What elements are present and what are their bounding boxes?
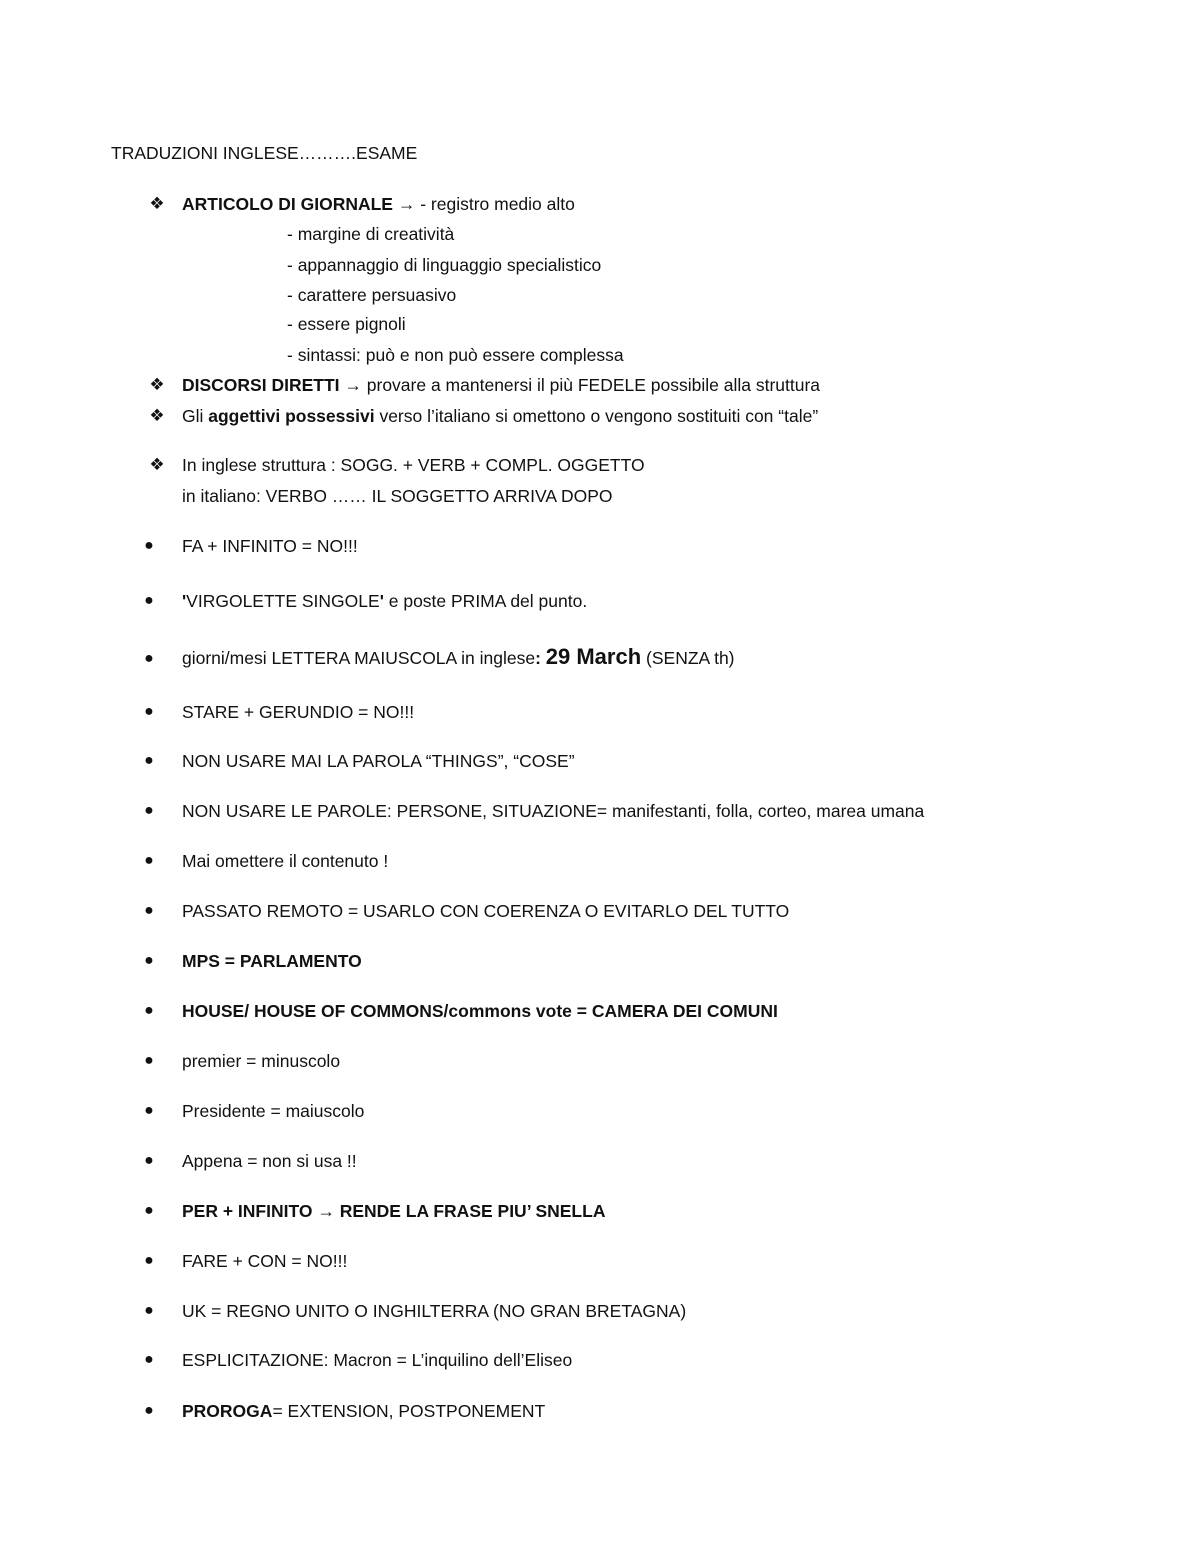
list-item: PASSATO REMOTO = USARLO CON COERENZA O EVITARLO DEL TUTTO (182, 901, 790, 921)
dot-bullet-icon: ● (144, 1351, 154, 1368)
giorni-date: 29 March (545, 644, 642, 669)
document-title: TRADUZIONI INGLESE……….ESAME (111, 143, 418, 163)
dot-bullet-icon: ● (144, 1302, 154, 1319)
list-item-per-infinito (182, 1200, 605, 1222)
giorni-colon: : (535, 648, 546, 668)
dot-bullet-icon: ● (144, 1202, 154, 1219)
aggettivi-rest: verso l’italiano si omettono o vengono sostituiti con “tale” (374, 406, 819, 426)
list-item: NON USARE LE PAROLE: PERSONE, SITUAZIONE= manifestanti, folla, corteo, marea umana (182, 801, 925, 821)
dot-bullet-icon: ● (144, 703, 154, 720)
list-item: NON USARE MAI LA PAROLA “THINGS”, “COSE” (182, 751, 575, 771)
list-item-giorni (182, 646, 735, 669)
quote-mark: ' (182, 591, 187, 611)
quote-mark: ' (379, 591, 384, 611)
sub-item: - margine di creatività (287, 224, 455, 244)
giorni-pre: giorni/mesi LETTERA MAIUSCOLA in inglese (182, 648, 536, 668)
diamond-bullet-icon: ❖ (149, 455, 165, 474)
dot-bullet-icon: ● (144, 802, 154, 819)
dot-bullet-icon: ● (144, 537, 154, 554)
giorni-post: (SENZA th) (641, 648, 735, 668)
list-item: FA + INFINITO = NO!!! (182, 536, 358, 556)
virgolette-label: VIRGOLETTE SINGOLE (186, 591, 380, 611)
right-arrow-icon: → (344, 375, 362, 395)
sub-item: - essere pignoli (287, 314, 406, 334)
list-item-discorsi (182, 374, 820, 396)
right-arrow-icon: → (397, 194, 416, 214)
dot-bullet-icon: ● (144, 1152, 154, 1169)
proroga-rest: = EXTENSION, POSTPONEMENT (272, 1401, 546, 1421)
sub-item: - carattere persuasivo (287, 285, 457, 305)
dot-bullet-icon: ● (144, 852, 154, 869)
aggettivi-bold: aggettivi possessivi (208, 406, 375, 426)
discorsi-rest: provare a mantenersi il più FEDELE possibile alla struttura (366, 375, 821, 395)
struttura-line-2: in italiano: VERBO …… IL SOGGETTO ARRIVA DOPO (182, 486, 613, 506)
list-item: UK = REGNO UNITO O INGHILTERRA (NO GRAN BRETAGNA) (182, 1301, 687, 1321)
sub-item: - appannaggio di linguaggio specialistico (287, 255, 602, 275)
list-item: FARE + CON = NO!!! (182, 1251, 348, 1271)
dot-bullet-icon: ● (144, 1002, 154, 1019)
articolo-label: ARTICOLO DI GIORNALE (182, 194, 393, 214)
list-item-proroga (182, 1400, 545, 1422)
per-infinito-post: RENDE LA FRASE PIU’ SNELLA (334, 1201, 606, 1221)
dot-bullet-icon: ● (144, 752, 154, 769)
dot-bullet-icon: ● (144, 1102, 154, 1119)
dot-bullet-icon: ● (144, 592, 154, 609)
diamond-bullet-icon: ❖ (149, 375, 165, 394)
diamond-bullet-icon: ❖ (149, 194, 165, 213)
list-item-aggettivi (182, 405, 818, 427)
virgolette-rest: e poste PRIMA del punto. (383, 591, 588, 611)
per-infinito-pre: PER + INFINITO (182, 1201, 318, 1221)
list-item: HOUSE/ HOUSE OF COMMONS/commons vote = CAMERA DEI COMUNI (182, 1001, 778, 1021)
list-item-articolo (182, 193, 575, 215)
proroga-label: PROROGA (182, 1401, 273, 1421)
dot-bullet-icon: ● (144, 952, 154, 969)
list-item: MPS = PARLAMENTO (182, 951, 362, 971)
list-item: Mai omettere il contenuto ! (182, 851, 389, 871)
list-item: STARE + GERUNDIO = NO!!! (182, 702, 415, 722)
aggettivi-pre: Gli (182, 406, 209, 426)
list-item: premier = minuscolo (182, 1051, 341, 1071)
list-item-virgolette (182, 590, 587, 612)
dot-bullet-icon: ● (144, 650, 154, 667)
sub-item: - sintassi: può e non può essere complessa (287, 345, 624, 365)
diamond-bullet-icon: ❖ (149, 406, 165, 425)
list-item: ESPLICITAZIONE: Macron = L’inquilino dell’Eliseo (182, 1350, 573, 1370)
articolo-first: - registro medio alto (420, 194, 575, 214)
dot-bullet-icon: ● (144, 1052, 154, 1069)
discorsi-label: DISCORSI DIRETTI (182, 375, 340, 395)
list-item: Presidente = maiuscolo (182, 1101, 365, 1121)
dot-bullet-icon: ● (144, 1252, 154, 1269)
struttura-line-1: In inglese struttura : SOGG. + VERB + COMPL. OGGETTO (182, 455, 645, 475)
list-item: Appena = non si usa !! (182, 1151, 357, 1171)
dot-bullet-icon: ● (144, 902, 154, 919)
right-arrow-icon: → (317, 1201, 335, 1221)
dot-bullet-icon: ● (144, 1402, 154, 1419)
